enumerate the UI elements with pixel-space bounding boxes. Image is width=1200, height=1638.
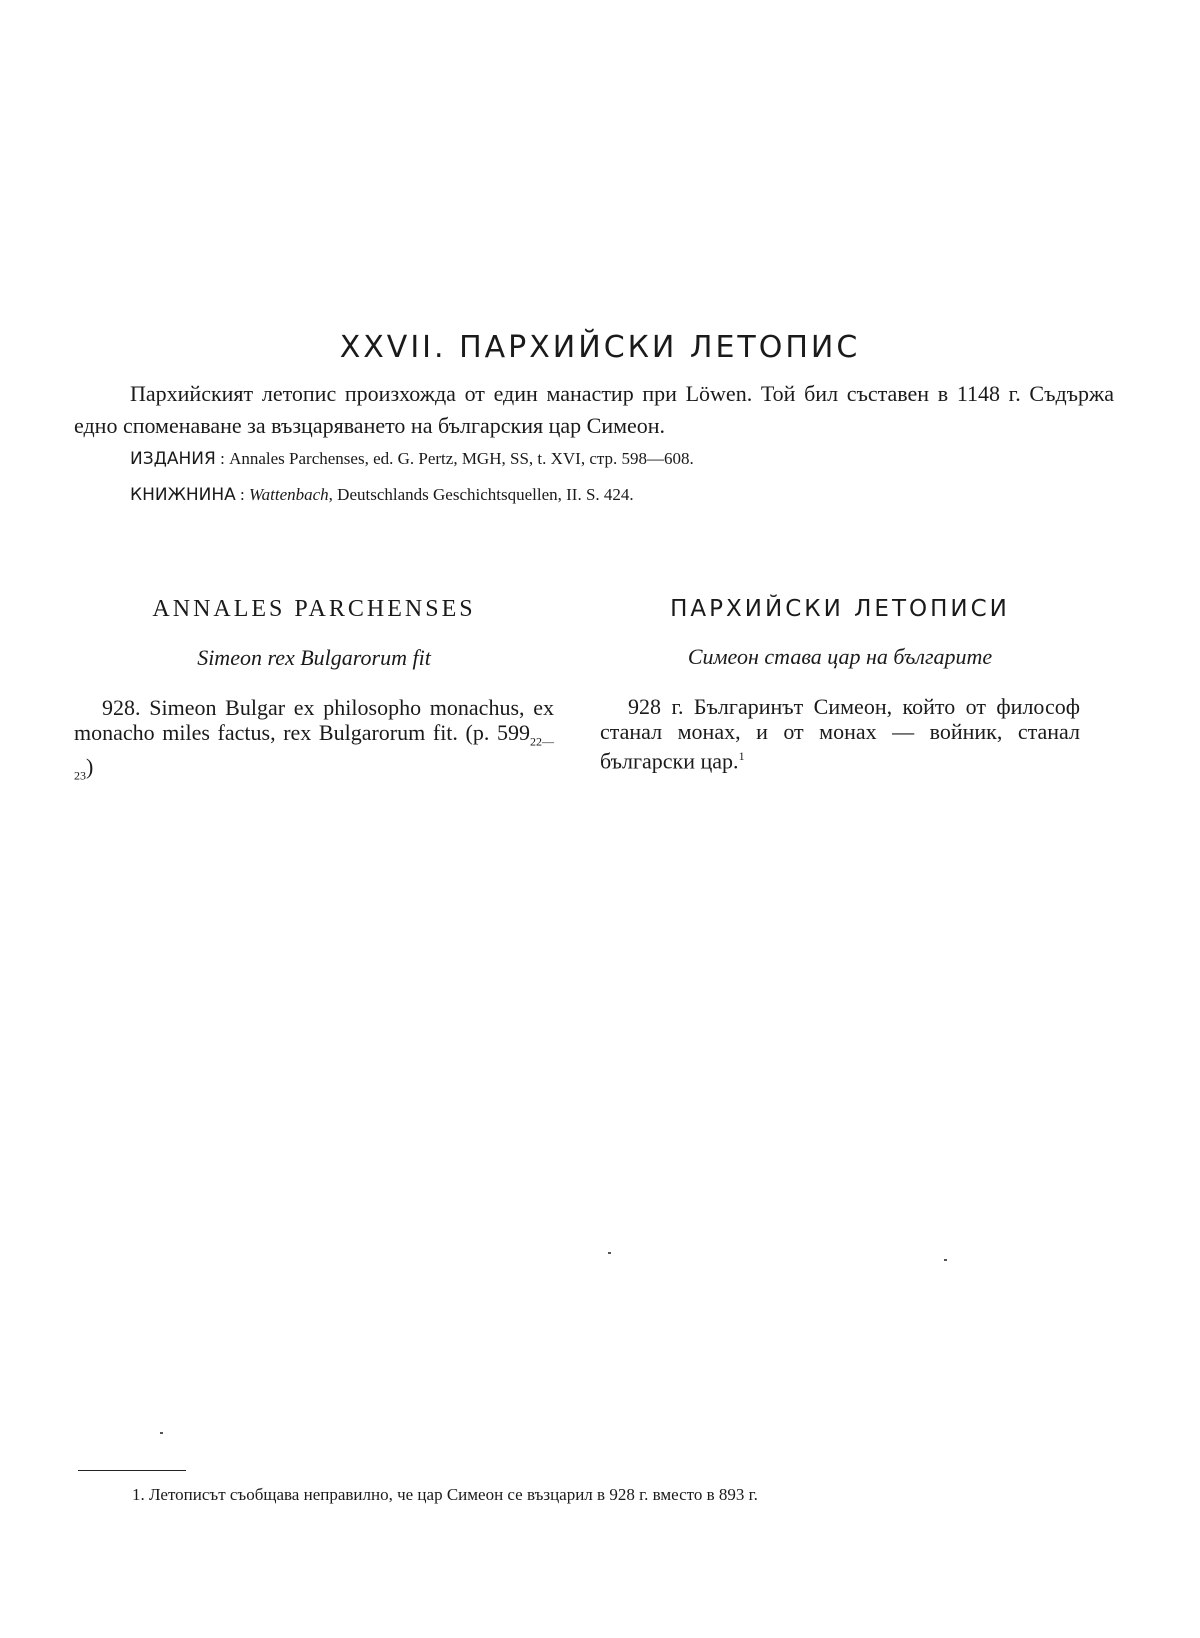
bulgarian-subtitle: Симеон става цар на българите (687, 644, 993, 669)
literature-author: Wattenbach (249, 485, 329, 504)
editions-label: ИЗДАНИЯ (130, 449, 216, 469)
latin-ref-close: ) (86, 754, 94, 780)
scan-speck (160, 1432, 163, 1434)
bulgarian-text (600, 694, 1080, 773)
scan-speck (944, 1259, 947, 1261)
footnote-reference[interactable]: 1 (738, 749, 745, 763)
literature-line (130, 485, 1120, 505)
editions-separator: : (215, 449, 230, 468)
footnote-divider (78, 1470, 186, 1471)
intro-paragraph: Пархийският летопис произхожда от един манастир при Löwen. Той бил съставен в 1148 г. Съдържа едно споменаване за възцаряването на българския цар Симеон. (74, 381, 1114, 438)
latin-ref-lines: 22—23 (74, 734, 554, 783)
literature-separator: : (235, 485, 250, 504)
bulgarian-column (600, 596, 1080, 773)
literature-text: , Deutschlands Geschichtsquellen, II. S. 424. (328, 485, 634, 504)
latin-column (74, 596, 554, 789)
scan-speck (608, 1252, 611, 1254)
literature-label: КНИЖНИНА (130, 485, 236, 505)
latin-subtitle: Simeon rex Bulgarorum fit (197, 645, 431, 670)
editions-line (130, 449, 1120, 469)
bulgarian-title: ПАРХИЙСКИ ЛЕТОПИСИ (670, 596, 1010, 622)
chapter-title: XXVII. ПАРХИЙСКИ ЛЕТОПИС (339, 330, 861, 366)
footnote: 1. Летописът съобщава неправилно, че цар Симеон се възцарил в 928 г. вместо в 893 г. (132, 1485, 758, 1504)
latin-text-body: 928. Simeon Bulgar ex philosopho monachus, ex monacho miles factus, rex Bulgarorum fit. (p. 599 (74, 695, 554, 745)
latin-text (74, 695, 554, 789)
latin-title: ANNALES PARCHENSES (152, 596, 476, 622)
bulgarian-text-body: 928 г. Българинът Симеон, който от философ станал монах, и от монах — войник, станал български цар. (600, 694, 1080, 774)
editions-text: Annales Parchenses, ed. G. Pertz, MGH, SS, t. XVI, стр. 598—608. (229, 449, 694, 468)
